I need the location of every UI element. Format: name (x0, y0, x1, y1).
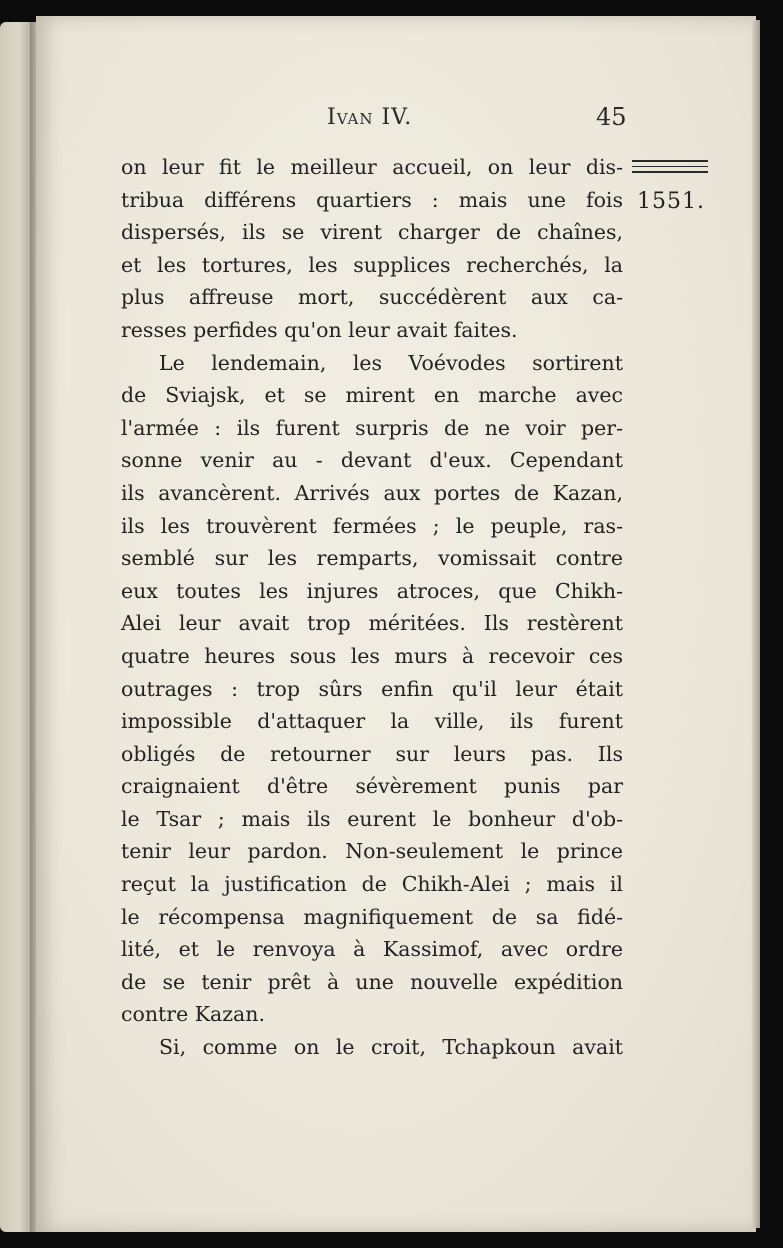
running-head (0, 105, 783, 141)
text-line: le Tsar ; mais ils eurent le bonheur d'ob- (121, 806, 623, 831)
text-line: ils avancèrent. Arrivés aux portes de Kazan, (121, 480, 623, 505)
margin-rule-top (632, 160, 708, 162)
text-line: semblé sur les remparts, vomissait contre (121, 546, 623, 571)
text-line: et les tortures, les supplices recherchés, la (121, 252, 623, 277)
text-line: impossible d'attaquer la ville, ils furent (121, 709, 623, 734)
text-line: on leur fit le meilleur accueil, on leur dis- (121, 155, 623, 179)
paragraph-end-line: contre Kazan. (121, 1002, 265, 1027)
paragraph-start-line: Le lendemain, les Voévodes sortirent (159, 350, 623, 375)
text-line: lité, et le renvoya à Kassimof, avec ordre (121, 937, 623, 962)
margin-year: 1551. (637, 189, 705, 214)
text-line: plus affreuse mort, succédèrent aux ca- (121, 285, 623, 310)
running-title: Ivan IV. (327, 105, 413, 130)
text-line: obligés de retourner sur leurs pas. Ils (121, 741, 623, 766)
paragraph-start-line: Si, comme on le croit, Tchapkoun avait (159, 1035, 623, 1060)
text-line: ils les trouvèrent fermées ; le peuple, ras- (121, 513, 623, 538)
text-line: reçut la justification de Chikh-Alei ; mais il (121, 872, 623, 897)
text-line: le récompensa magnifiquement de sa fidé- (121, 904, 623, 929)
paragraph-end-line: resses perfides qu'on leur avait faites. (121, 317, 518, 342)
text-line: Alei leur avait trop méritées. Ils restèrent (121, 611, 623, 636)
text-line: tribua différens quartiers : mais une fois (121, 187, 623, 212)
text-line: quatre heures sous les murs à recevoir ces (121, 643, 623, 668)
text-line: de Sviajsk, et se mirent en marche avec (121, 383, 623, 408)
page-fore-edge (752, 20, 760, 1228)
text-line: sonne venir au - devant d'eux. Cependant (121, 448, 623, 473)
facing-page-edge (0, 22, 34, 1232)
text-line: l'armée : ils furent surpris de ne voir per- (121, 415, 623, 440)
body-text (121, 151, 623, 1064)
margin-rule-bottom (632, 171, 708, 173)
text-line: dispersés, ils se virent charger de chaînes, (121, 220, 623, 245)
margin-rule-thin (632, 166, 708, 167)
page-number: 45 (596, 103, 627, 131)
text-line: outrages : trop sûrs enfin qu'il leur était (121, 676, 623, 701)
text-line: craignaient d'être sévèrement punis par (121, 774, 623, 799)
text-line: tenir leur pardon. Non-seulement le prince (121, 839, 623, 864)
text-line: de se tenir prêt à une nouvelle expédition (121, 969, 623, 994)
text-line: eux toutes les injures atroces, que Chikh- (121, 578, 623, 603)
